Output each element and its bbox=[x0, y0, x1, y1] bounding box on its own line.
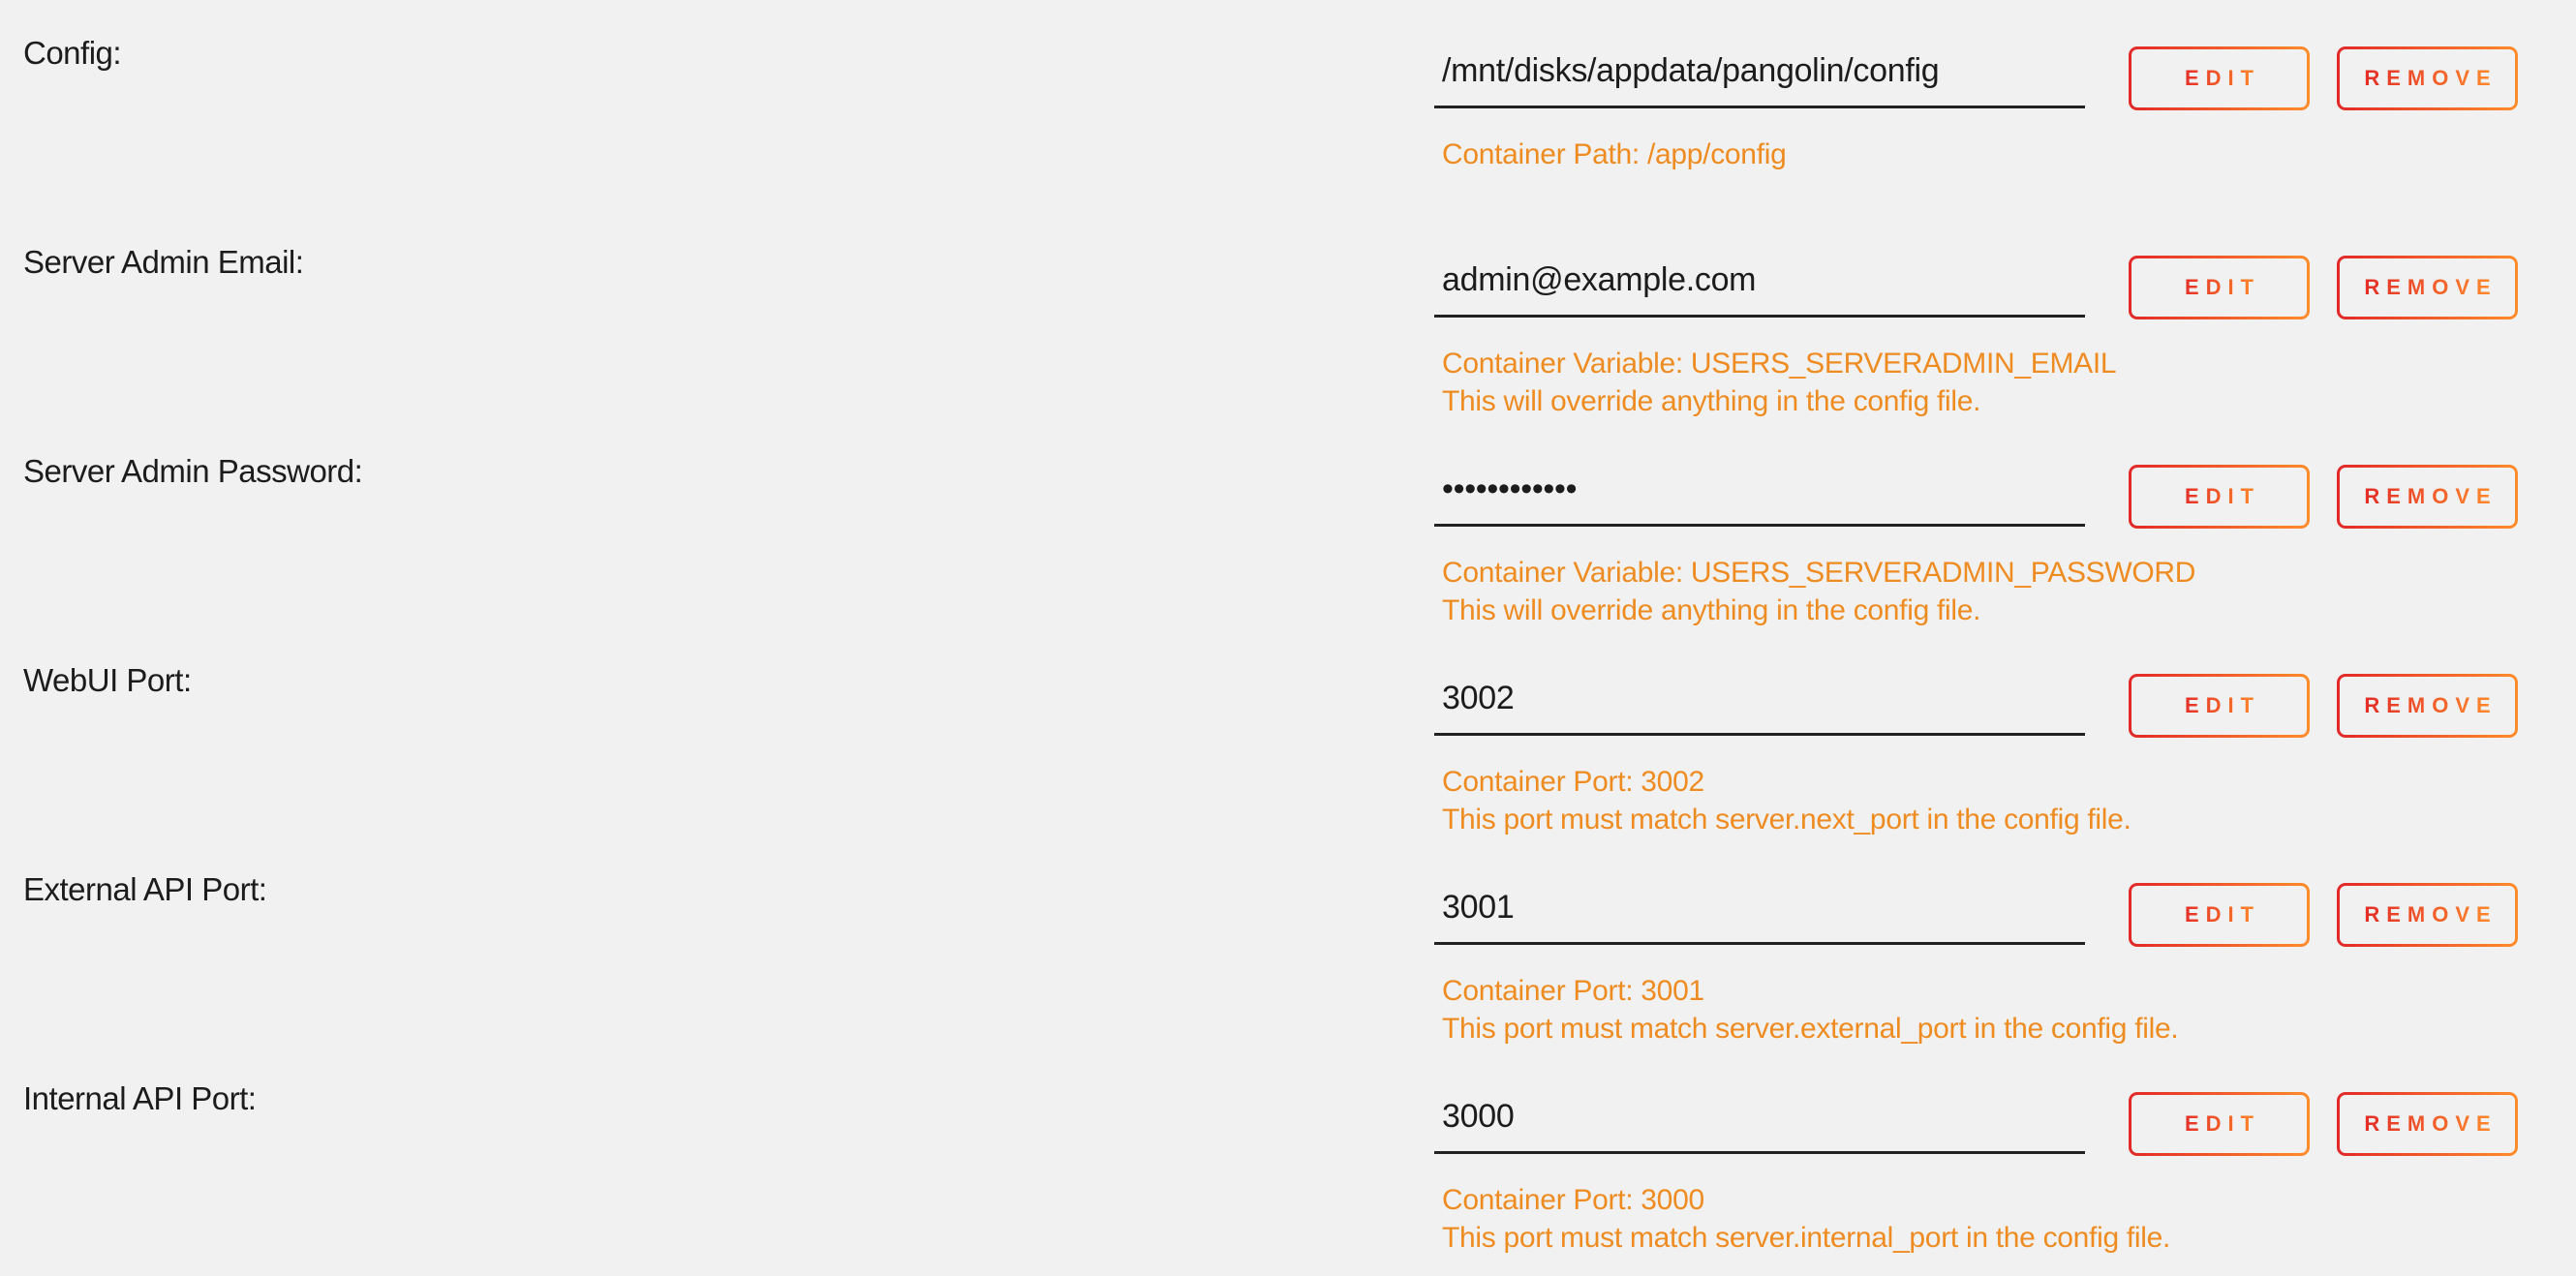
field-help bbox=[1442, 763, 2131, 838]
field-label: Server Admin Email: bbox=[23, 244, 304, 280]
edit-button-label: EDIT bbox=[2178, 693, 2260, 718]
field-input[interactable] bbox=[1434, 1092, 2085, 1154]
remove-button[interactable] bbox=[2337, 674, 2518, 738]
field-help-line: This port must match server.internal_port in the config file. bbox=[1442, 1222, 2171, 1254]
field-help-line: This port must match server.external_port in the config file. bbox=[1442, 1013, 2179, 1045]
edit-button[interactable] bbox=[2129, 883, 2310, 947]
form-row-5 bbox=[0, 1046, 2576, 1255]
remove-button-label: REMOVE bbox=[2357, 275, 2497, 300]
form-row-2 bbox=[0, 418, 2576, 627]
form-row-1 bbox=[0, 209, 2576, 418]
edit-button-inner bbox=[2131, 1095, 2307, 1153]
field-help bbox=[1442, 972, 2178, 1048]
field-input[interactable] bbox=[1434, 256, 2085, 318]
edit-button[interactable] bbox=[2129, 46, 2310, 110]
remove-button-inner bbox=[2340, 677, 2515, 735]
edit-button[interactable] bbox=[2129, 674, 2310, 738]
remove-button[interactable] bbox=[2337, 256, 2518, 319]
field-help-line: Container Port: 3001 bbox=[1442, 975, 1704, 1007]
remove-button-inner bbox=[2340, 1095, 2515, 1153]
remove-button-label: REMOVE bbox=[2357, 484, 2497, 509]
remove-button-inner bbox=[2340, 49, 2515, 107]
edit-button-label: EDIT bbox=[2178, 1111, 2260, 1137]
edit-button-inner bbox=[2131, 886, 2307, 944]
form-row-0 bbox=[0, 0, 2576, 209]
field-help-line: This will override anything in the config file. bbox=[1442, 385, 1981, 417]
edit-button-inner bbox=[2131, 49, 2307, 107]
field-label: Config: bbox=[23, 35, 122, 71]
field-input[interactable] bbox=[1434, 674, 2085, 736]
remove-button[interactable] bbox=[2337, 46, 2518, 110]
field-input[interactable] bbox=[1434, 46, 2085, 108]
remove-button-inner bbox=[2340, 468, 2515, 526]
edit-button-label: EDIT bbox=[2178, 902, 2260, 927]
field-help-line: Container Variable: USERS_SERVERADMIN_PASSWORD bbox=[1442, 557, 2196, 589]
field-help bbox=[1442, 554, 2195, 629]
remove-button[interactable] bbox=[2337, 1092, 2518, 1156]
field-help-line: This port must match server.next_port in the config file. bbox=[1442, 804, 2131, 835]
remove-button-label: REMOVE bbox=[2357, 902, 2497, 927]
field-help-line: Container Port: 3002 bbox=[1442, 766, 1704, 798]
field-input[interactable] bbox=[1434, 465, 2085, 527]
remove-button[interactable] bbox=[2337, 883, 2518, 947]
field-label: External API Port: bbox=[23, 871, 267, 907]
remove-button-label: REMOVE bbox=[2357, 1111, 2497, 1137]
edit-button-label: EDIT bbox=[2178, 275, 2260, 300]
field-help-line: Container Path: /app/config bbox=[1442, 138, 1787, 170]
field-label: WebUI Port: bbox=[23, 662, 192, 698]
field-input[interactable] bbox=[1434, 883, 2085, 945]
remove-button-inner bbox=[2340, 886, 2515, 944]
field-help bbox=[1442, 345, 2116, 420]
edit-button[interactable] bbox=[2129, 1092, 2310, 1156]
edit-button-label: EDIT bbox=[2178, 484, 2260, 509]
remove-button-label: REMOVE bbox=[2357, 66, 2497, 91]
field-label: Internal API Port: bbox=[23, 1080, 257, 1116]
edit-button[interactable] bbox=[2129, 465, 2310, 529]
edit-button-inner bbox=[2131, 258, 2307, 317]
edit-button-inner bbox=[2131, 677, 2307, 735]
remove-button-inner bbox=[2340, 258, 2515, 317]
remove-button-label: REMOVE bbox=[2357, 693, 2497, 718]
edit-button[interactable] bbox=[2129, 256, 2310, 319]
field-help-line: Container Variable: USERS_SERVERADMIN_EMAIL bbox=[1442, 348, 2117, 380]
form-row-3 bbox=[0, 627, 2576, 836]
remove-button[interactable] bbox=[2337, 465, 2518, 529]
field-label: Server Admin Password: bbox=[23, 453, 363, 489]
field-help-line: Container Port: 3000 bbox=[1442, 1184, 1704, 1216]
field-help bbox=[1442, 1181, 2170, 1257]
edit-button-label: EDIT bbox=[2178, 66, 2260, 91]
edit-button-inner bbox=[2131, 468, 2307, 526]
field-help-line: This will override anything in the config file. bbox=[1442, 594, 1981, 626]
form-row-4 bbox=[0, 836, 2576, 1046]
field-help bbox=[1442, 136, 1786, 173]
